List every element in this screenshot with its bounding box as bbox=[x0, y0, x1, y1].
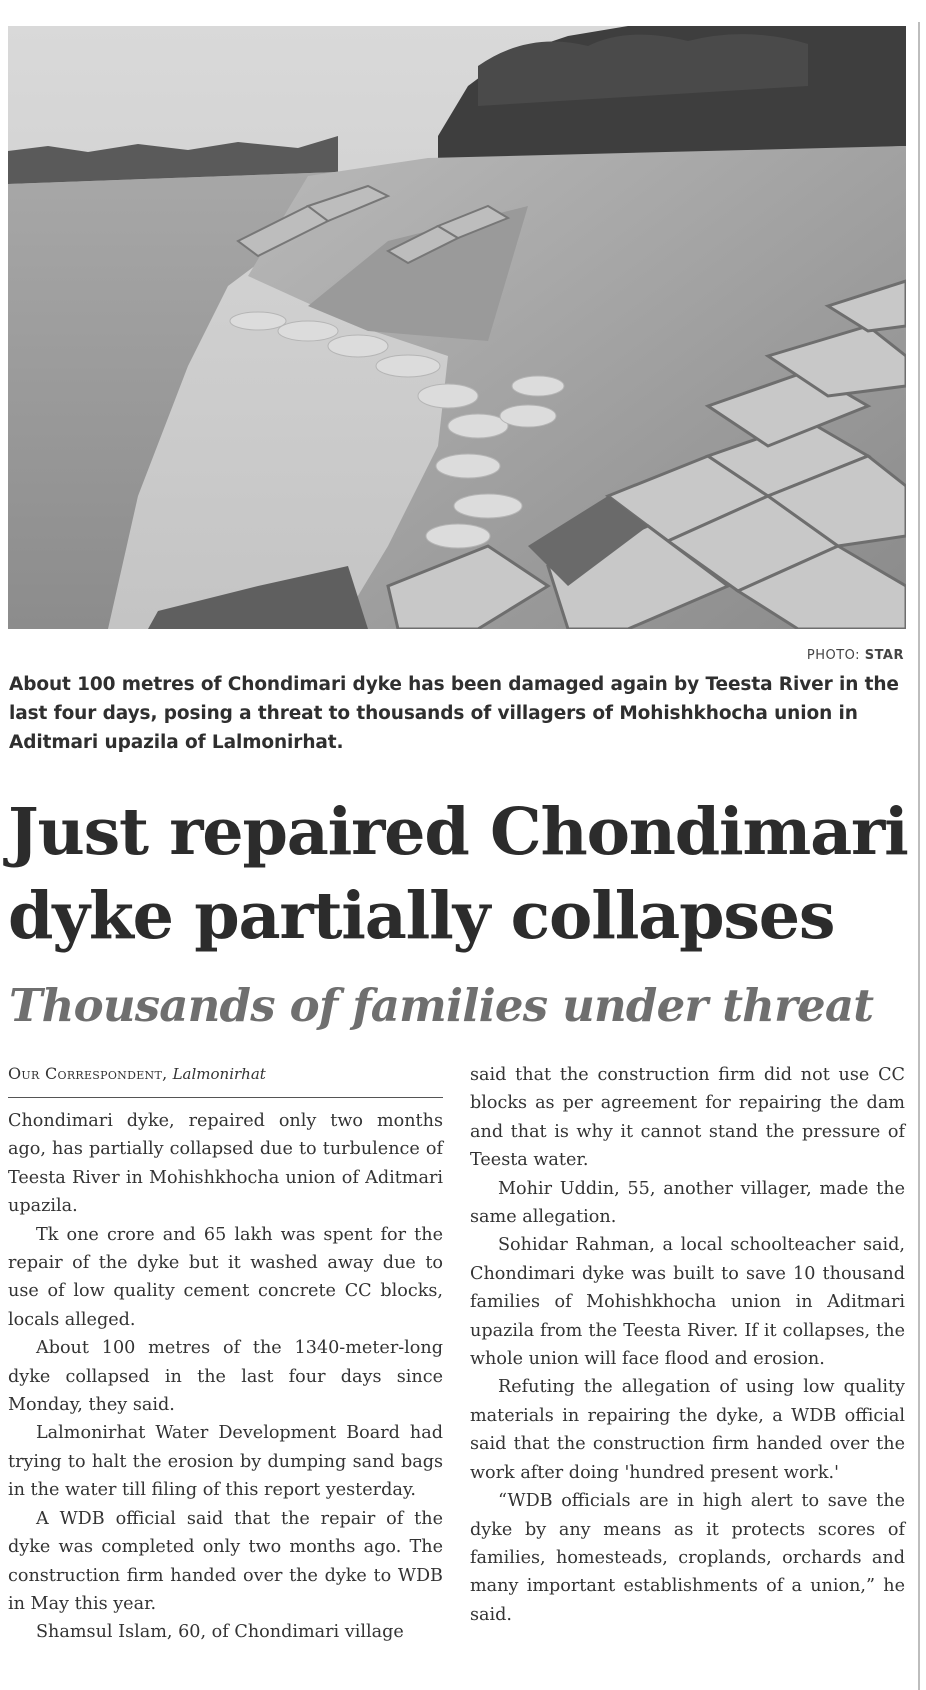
body-paragraph: said that the construction firm did not use CC blocks as per agreement for repairing the dam and that is why it cannot stand the pressure of Teesta water. bbox=[470, 1065, 905, 1171]
headline: Just repaired Chondimari dyke partially collapses bbox=[8, 794, 908, 954]
body-paragraph: Lalmonirhat Water Development Board had trying to halt the erosion by dumping sand bags in the water till filing of this report yesterday. bbox=[8, 1423, 443, 1501]
photo-caption: About 100 metres of Chondimari dyke has been damaged again by Teesta River in the last four days, posing a threat to thousands of villagers of Mohishkhocha union in Aditmari upazila of Lalmonirhat. bbox=[9, 674, 899, 753]
body-paragraph: Tk one crore and 65 lakh was spent for the repair of the dyke but it washed away due to use of low quality cement concrete CC blocks, locals alleged. bbox=[8, 1224, 443, 1330]
body-paragraph: Shamsul Islam, 60, of Chondimari village bbox=[36, 1622, 404, 1643]
byline-author: Our Correspondent, bbox=[8, 1064, 168, 1083]
subheadline: Thousands of families under threat bbox=[9, 979, 874, 1032]
photo-credit-label: PHOTO: bbox=[806, 648, 861, 663]
dyke-photo-illustration bbox=[8, 26, 906, 629]
column-rule bbox=[918, 22, 920, 1690]
byline-divider bbox=[8, 1097, 443, 1098]
byline bbox=[8, 1064, 443, 1083]
body-paragraph: Refuting the allegation of using low quality materials in repairing the dyke, a WDB official said that the construction firm handed over the work after doing 'hundred present work.' bbox=[470, 1377, 905, 1483]
body-paragraph: Mohir Uddin, 55, another villager, made the same allegation. bbox=[470, 1178, 905, 1228]
photo-credit bbox=[807, 648, 904, 663]
body-paragraph: “WDB officials are in high alert to save the dyke by any means as it protects scores of families, homesteads, croplands, orchards and many important establishments of a union,” he said. bbox=[470, 1491, 905, 1625]
body-column-1 bbox=[8, 1107, 443, 1647]
body-paragraph: A WDB official said that the repair of the dyke was completed only two months ago. The construction firm handed over the dyke to WDB in May this year. bbox=[8, 1508, 443, 1614]
byline-location: Lalmonirhat bbox=[172, 1065, 266, 1083]
photo-credit-source: STAR bbox=[864, 648, 904, 663]
dyke-photo bbox=[8, 26, 906, 629]
body-column-2 bbox=[470, 1061, 905, 1629]
body-paragraph: Chondimari dyke, repaired only two months ago, has partially collapsed due to turbulence of Teesta River in Mohishkhocha union of Aditmari upazila. bbox=[8, 1111, 443, 1217]
body-paragraph: Sohidar Rahman, a local schoolteacher said, Chondimari dyke was built to save 10 thousand families of Mohishkhocha union in Aditmari upazila from the Teesta River. If it collapses, the whole union will face flood and erosion. bbox=[470, 1235, 905, 1370]
body-paragraph: About 100 metres of the 1340-meter-long dyke collapsed in the last four days since Monday, they said. bbox=[8, 1338, 443, 1416]
